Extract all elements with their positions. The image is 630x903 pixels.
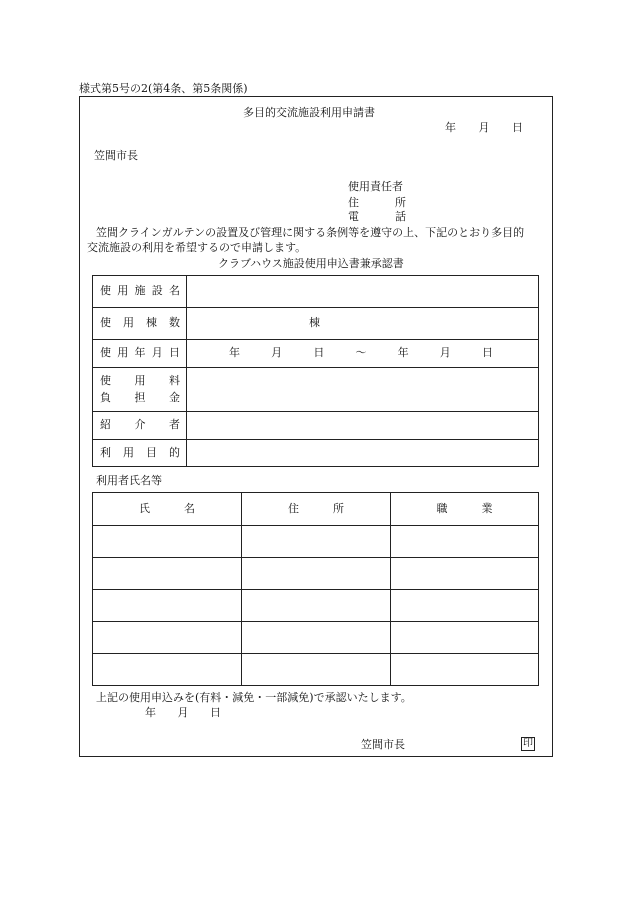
form-number: 様式第5号の2(第4条、第5条関係)	[79, 82, 248, 95]
facility-name-label: 使 用 施 設 名	[93, 276, 187, 308]
form-title: 多目的交流施設利用申請書	[243, 106, 375, 119]
users-caption: 利用者氏名等	[96, 474, 162, 487]
applicant-responsible: 使用責任者	[348, 180, 403, 193]
building-count-field[interactable]	[187, 308, 539, 340]
fee-label: 使 用 料 負 担 金	[93, 368, 187, 412]
purpose-field[interactable]	[187, 440, 539, 467]
address-cell[interactable]	[242, 590, 391, 622]
addressee: 笠間市長	[94, 149, 138, 162]
header-occupation: 職 業	[391, 493, 539, 526]
users-table	[92, 492, 539, 686]
seal-mark: 印	[523, 738, 533, 749]
facility-name-field[interactable]	[187, 276, 539, 308]
building-count-unit: 棟	[309, 316, 320, 330]
address-cell[interactable]	[242, 558, 391, 590]
purpose-label: 利 用 目 的	[93, 440, 187, 467]
table-row	[93, 558, 539, 590]
occupation-cell[interactable]	[391, 622, 539, 654]
statement-line-1: 笠間クラインガルテンの設置及び管理に関する条例等を遵守の上、下記のとおり多目的	[96, 226, 525, 239]
name-cell[interactable]	[93, 526, 242, 558]
approval-date: 年 月 日	[145, 706, 221, 719]
name-cell[interactable]	[93, 622, 242, 654]
applicant-address-label: 住 所	[348, 196, 406, 209]
usage-table	[92, 275, 539, 467]
header-address: 住 所	[242, 493, 391, 526]
applicant-phone-label: 電 話	[348, 210, 406, 223]
table-row	[93, 622, 539, 654]
usage-date-field[interactable]: 年 月 日 ～ 年 月 日	[187, 340, 539, 368]
name-cell[interactable]	[93, 558, 242, 590]
table-row	[93, 590, 539, 622]
header-name: 氏 名	[93, 493, 242, 526]
occupation-cell[interactable]	[391, 558, 539, 590]
table-row	[93, 526, 539, 558]
name-cell[interactable]	[93, 654, 242, 686]
name-cell[interactable]	[93, 590, 242, 622]
occupation-cell[interactable]	[391, 590, 539, 622]
usage-date-label: 使 用 年 月 日	[93, 340, 187, 368]
statement-line-2: 交流施設の利用を希望するので申請します。	[87, 241, 307, 254]
address-cell[interactable]	[242, 526, 391, 558]
application-date: 年 月 日	[445, 121, 523, 134]
fee-field[interactable]	[187, 368, 539, 412]
introducer-field[interactable]	[187, 412, 539, 440]
approval-text: 上記の使用申込みを(有料・減免・一部減免)で承認いたします。	[96, 691, 412, 704]
form-subtitle: クラブハウス施設使用申込書兼承認書	[218, 257, 404, 270]
introducer-label: 紹 介 者	[93, 412, 187, 440]
address-cell[interactable]	[242, 622, 391, 654]
table-row	[93, 654, 539, 686]
approval-signer: 笠間市長	[361, 738, 405, 751]
occupation-cell[interactable]	[391, 654, 539, 686]
address-cell[interactable]	[242, 654, 391, 686]
building-count-label: 使 用 棟 数	[93, 308, 187, 340]
occupation-cell[interactable]	[391, 526, 539, 558]
